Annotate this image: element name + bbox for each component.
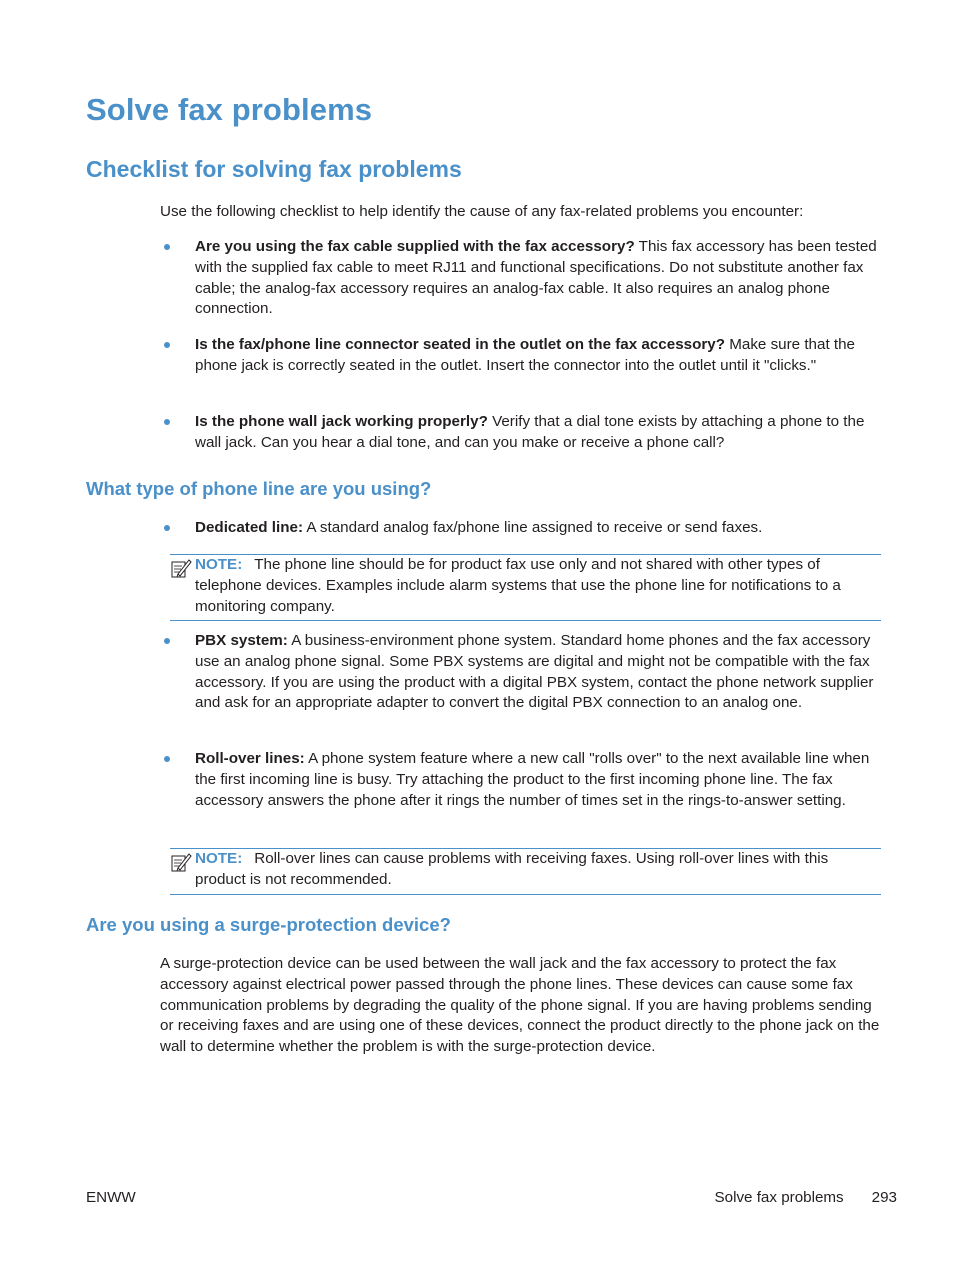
bullet-icon (164, 756, 170, 762)
page-title: Solve fax problems (86, 92, 373, 127)
surge-heading: Are you using a surge-protection device? (86, 914, 451, 935)
bullet-icon (164, 638, 170, 644)
phone-line-item (160, 749, 882, 811)
note-box (170, 554, 881, 621)
phone-line-item-text: A standard analog fax/phone line assigned to receive or send faxes. (303, 519, 763, 536)
bullet-icon (164, 342, 170, 348)
note-text: Roll-over lines can cause problems with receiving faxes. Using roll-over lines with this product is not recommended. (195, 850, 829, 888)
phone-line-item-label: PBX system: (195, 632, 288, 649)
checklist-heading: Checklist for solving fax problems (86, 156, 462, 182)
bullet-icon (164, 525, 170, 531)
checklist-item (160, 335, 882, 377)
bullet-icon (164, 244, 170, 250)
footer-section-title: Solve fax problems (714, 1189, 844, 1206)
checklist-item-text: This fax accessory has been tested with the supplied fax cable to meet RJ11 and functional specifications. Do not substitute another fax cable; the analog-fax accessory requires an analog-fax cable. It also requires an analog phone connection. (195, 238, 877, 318)
note-label: NOTE: (195, 850, 243, 867)
footer-page-info (715, 1189, 898, 1206)
note-label: NOTE: (195, 556, 243, 573)
checklist-item (160, 237, 882, 320)
checklist-item-question: Are you using the fax cable supplied with the fax accessory? (195, 238, 635, 255)
checklist-item (160, 412, 882, 454)
surge-paragraph: A surge-protection device can be used between the wall jack and the fax accessory to protect the fax accessory against electrical power passed through the phone lines. These devices can cause some fax communication problems by degrading the quality of the phone signal. If you are having problems sending or receiving faxes and are using one of these devices, connect the product directly to the phone jack on the wall to determine whether the problem is with the surge-protection device. (160, 955, 880, 1056)
phone-line-item-label: Roll-over lines: (195, 750, 305, 767)
bullet-icon (164, 419, 170, 425)
page-number: 293 (871, 1189, 897, 1206)
checklist-intro: Use the following checklist to help identify the cause of any fax-related problems you encounter: (160, 203, 804, 220)
phone-line-item-text: A business-environment phone system. Standard home phones and the fax accessory use an analog phone signal. Some PBX systems are digital and might not be compatible with the fax accessory. If you are using the product with a digital PBX system, contact the phone network supplier and ask for an appropriate adapter to convert the digital PBX connection to an analog one. (195, 632, 874, 712)
checklist-item-question: Is the phone wall jack working properly? (195, 413, 488, 430)
footer-doc-code: ENWW (86, 1189, 136, 1206)
phone-line-item-text: A phone system feature where a new call "rolls over" to the next available line when the first incoming line is busy. Try attaching the product to the first incoming phone line. The fax accessory answers the phone after it rings the number of times set in the rings-to-answer setting. (195, 750, 870, 809)
checklist-item-question: Is the fax/phone line connector seated in the outlet on the fax accessory? (195, 336, 725, 353)
checklist-item-text: Verify that a dial tone exists by attaching a phone to the wall jack. Can you hear a dial tone, and can you make or receive a phone call? (195, 413, 865, 451)
checklist-item-text: Make sure that the phone jack is correctly seated in the outlet. Insert the connector into the outlet until it "clicks." (195, 336, 856, 374)
note-box (170, 848, 881, 895)
phone-line-item (160, 518, 882, 539)
phone-line-item-label: Dedicated line: (195, 519, 304, 536)
phone-line-item (160, 631, 882, 714)
note-pencil-icon (170, 851, 192, 873)
note-pencil-icon (170, 557, 192, 579)
phone-line-heading: What type of phone line are you using? (86, 478, 432, 499)
note-text: The phone line should be for product fax use only and not shared with other types of telephone devices. Examples include alarm systems that use the phone line for notifications to a monitoring company. (195, 556, 841, 615)
